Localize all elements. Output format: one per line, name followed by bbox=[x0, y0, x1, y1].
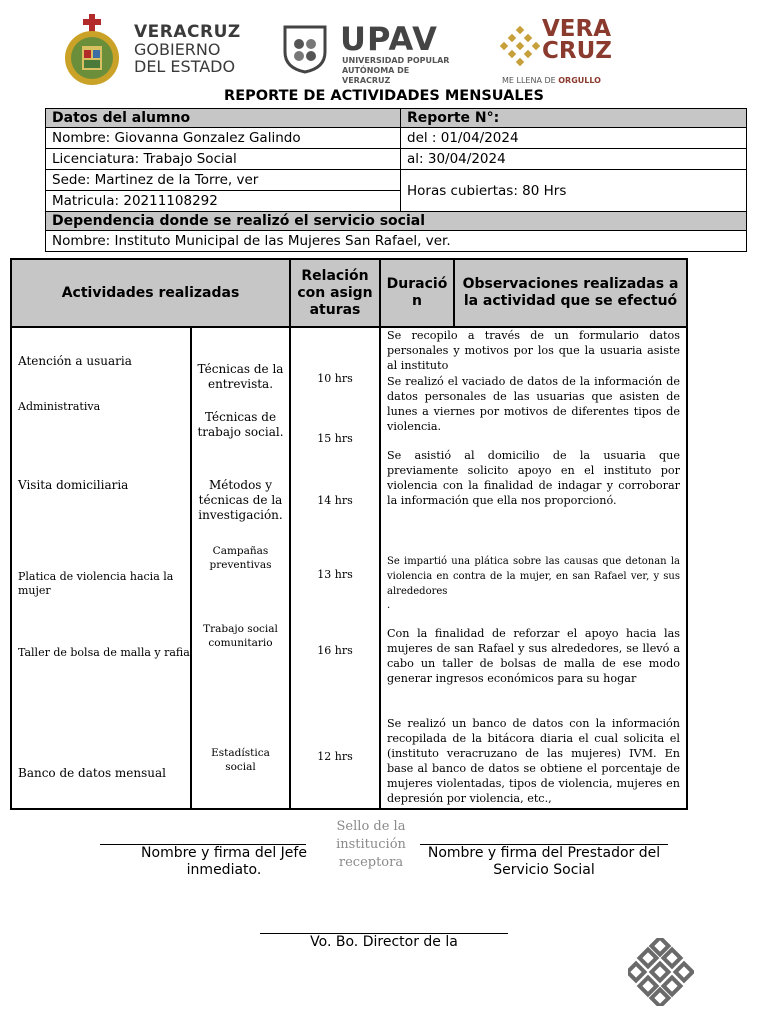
student-campus: Sede: Martinez de la Torre, ver bbox=[46, 170, 401, 191]
upav-subtitle-line2: AUTÓNOMA DE VERACRUZ bbox=[342, 66, 410, 85]
brand-line2: CRUZ bbox=[542, 38, 612, 64]
durations-column bbox=[290, 327, 380, 809]
observations-header: Observaciones realizadas a la actividad que se efectuó bbox=[454, 259, 687, 327]
veracruz-logo-line1: VERACRUZ bbox=[134, 22, 241, 42]
activities-table bbox=[10, 258, 688, 810]
duration-item: 15 hrs bbox=[317, 432, 353, 445]
upav-logo bbox=[282, 20, 452, 85]
observation-item: . bbox=[387, 600, 391, 611]
observation-item: Con la finalidad de reforzar el apoyo hacia las mujeres de san Rafael y sus alrededores, se llevó a cabo un taller de bolsas de malla de ese modo generar ingresos económicos para su hogar bbox=[387, 627, 680, 685]
duration-item: 13 hrs bbox=[317, 568, 353, 581]
duration-item: 10 hrs bbox=[317, 372, 353, 385]
duration-item: 12 hrs bbox=[317, 750, 353, 763]
report-number-header: Reporte N°: bbox=[401, 109, 747, 128]
activity-item: Atención a usuaria bbox=[18, 354, 132, 368]
observation-item: Se realizó un banco de datos con la información recopilada de la bitácora diaria el cual solicita el (instituto veracruzano de las mujeres) IVM. En base al banco de datos se obtiene el porcentaje de mujeres violentadas, tipos de violencia, mujeres en depresión por violencia, etc., bbox=[387, 717, 680, 805]
student-data-header: Datos del alumno bbox=[46, 109, 401, 128]
duration-header: Duración bbox=[380, 259, 454, 327]
student-degree: Licenciatura: Trabajo Social bbox=[46, 149, 401, 170]
observation-item: Se recopilo a través de un formulario datos personales y motivos por los que la usuaria asiste al instituto bbox=[387, 329, 680, 372]
activities-header: Actividades realizadas bbox=[11, 259, 290, 327]
veracruz-seal-icon bbox=[62, 14, 122, 86]
student-enrollment: Matricula: 20211108292 bbox=[46, 191, 401, 212]
observation-item: Se impartió una plática sobre las causas que detonan la violencia en contra de la mujer, en san Rafael ver, y sus alrededores bbox=[387, 556, 680, 597]
subject-item: Estadística social bbox=[211, 747, 270, 773]
veracruz-brand-logo bbox=[500, 18, 620, 90]
duration-item: 16 hrs bbox=[317, 644, 353, 657]
dependency-name: Nombre: Instituto Municipal de las Mujeres San Rafael, ver. bbox=[46, 231, 747, 252]
observations-column bbox=[380, 327, 687, 809]
veracruz-logo-line2: GOBIERNO bbox=[134, 40, 221, 59]
veracruz-government-logo bbox=[62, 12, 242, 88]
subject-item: Trabajo social comunitario bbox=[203, 623, 278, 649]
subject-item: Métodos y técnicas de la investigación. bbox=[198, 478, 283, 522]
upav-wordmark: UPAV bbox=[340, 20, 438, 58]
supervisor-signature-label: Nombre y firma del Jefe inmediato. bbox=[141, 845, 307, 878]
brand-line1: VERA bbox=[542, 16, 612, 42]
subject-item: Técnicas de la entrevista. bbox=[197, 362, 284, 391]
period-from: del : 01/04/2024 bbox=[401, 128, 747, 149]
dependency-header: Dependencia donde se realizó el servicio social bbox=[46, 212, 747, 231]
activity-item: Banco de datos mensual bbox=[18, 766, 167, 780]
provider-signature-label: Nombre y firma del Prestador del Servicio Social bbox=[427, 845, 661, 878]
subject-item: Campañas preventivas bbox=[209, 545, 272, 571]
report-title: REPORTE DE ACTIVIDADES MENSUALES bbox=[224, 88, 544, 104]
activity-item: Taller de bolsa de malla y rafia bbox=[18, 646, 190, 659]
knot-pattern-icon bbox=[500, 26, 540, 66]
hours-covered: Horas cubiertas: 80 Hrs bbox=[401, 170, 747, 212]
institution-seal-label: Sello de la institución receptora bbox=[336, 819, 406, 870]
student-name: Nombre: Giovanna Gonzalez Galindo bbox=[46, 128, 401, 149]
veracruz-logo-line3: DEL ESTADO bbox=[134, 57, 236, 76]
upav-shield-icon bbox=[282, 24, 328, 74]
duration-item: 14 hrs bbox=[317, 494, 353, 507]
director-signature-label: Vo. Bo. Director de la bbox=[310, 934, 458, 950]
activities-column bbox=[11, 327, 191, 809]
subject-item: Técnicas de trabajo social. bbox=[197, 410, 284, 439]
brand-tagline bbox=[502, 76, 601, 85]
activity-item: Administrativa bbox=[18, 400, 101, 413]
tagline-emphasis: ORGULLO bbox=[558, 76, 601, 85]
veracruz-government-wordmark bbox=[134, 24, 241, 75]
upav-subtitle bbox=[342, 56, 452, 86]
tagline-prefix: ME LLENA DE bbox=[502, 76, 559, 85]
activity-item: Visita domiciliaria bbox=[18, 478, 129, 492]
subjects-column bbox=[191, 327, 290, 809]
veracruz-brand-wordmark bbox=[542, 18, 612, 62]
student-info-table bbox=[45, 108, 747, 252]
observation-item: Se asistió al domicilio de la usuaria que previamente solicito apoyo en el instituto por violencia con la finalidad de indagar y corroborar la información que ella nos proporcionó. bbox=[387, 449, 680, 507]
relation-header: Relación con asignaturas bbox=[290, 259, 380, 327]
knot-ornament-icon bbox=[628, 938, 694, 1006]
activity-item: Platica de violencia hacia la mujer bbox=[18, 570, 174, 597]
observation-item: Se realizó el vaciado de datos de la información de datos personales de las usuarias que asisten de lunes a viernes por motivos de diferentes tipos de violencia. bbox=[387, 375, 680, 433]
period-to: al: 30/04/2024 bbox=[401, 149, 747, 170]
upav-subtitle-line1: UNIVERSIDAD POPULAR bbox=[342, 56, 450, 65]
